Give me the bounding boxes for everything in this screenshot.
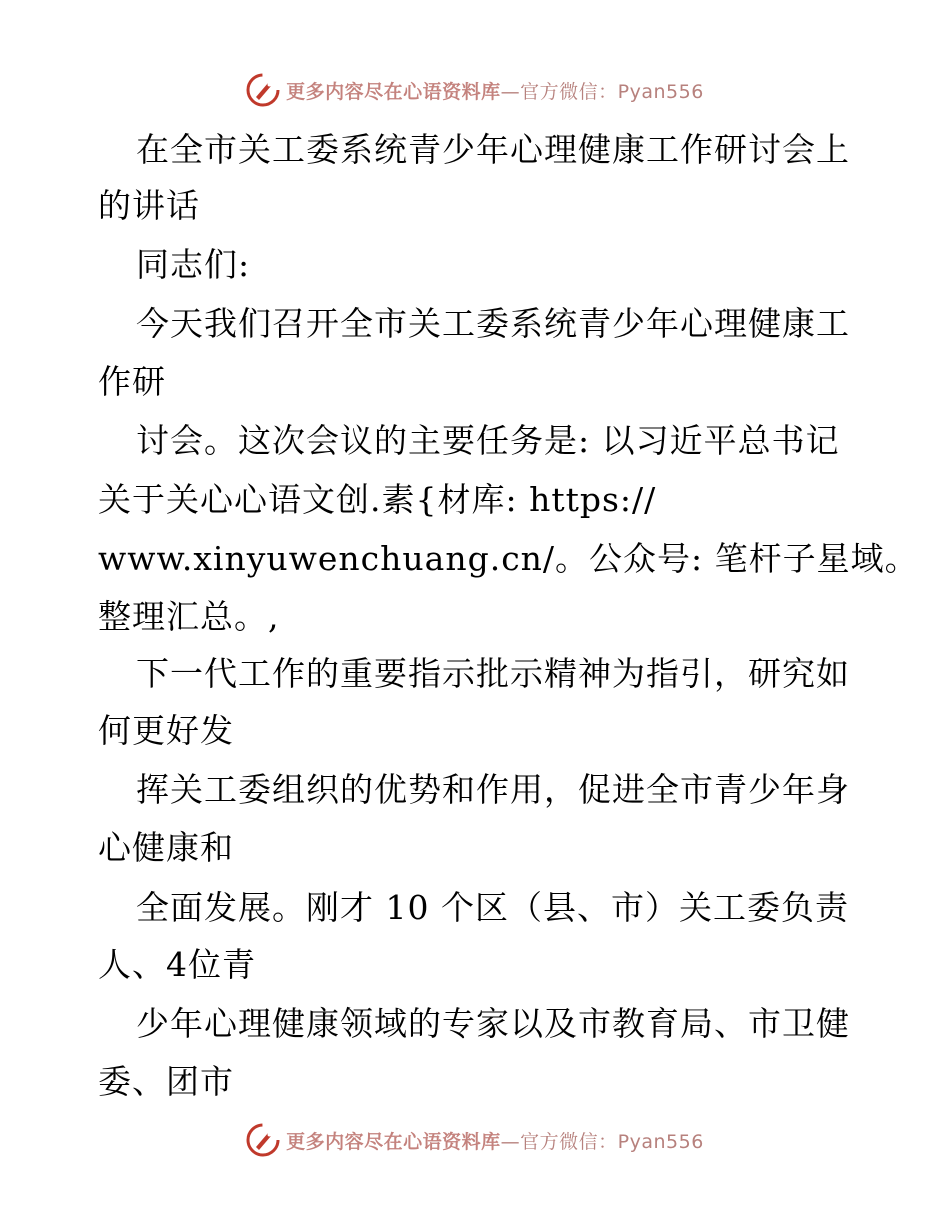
paragraph-line: 何更好发: [98, 711, 234, 750]
paragraph-line: 心健康和: [98, 828, 234, 867]
watermark-lead: 更多内容尽在心语资料库: [286, 80, 501, 103]
paragraph-line: 整理汇总。,: [98, 597, 280, 636]
watermark-dash: —: [500, 80, 521, 103]
paragraph-line: 少年心理健康领域的专家以及市教育局、市卫健: [136, 1004, 850, 1043]
paragraph-line: 关于关心心语文创.素{材库: https://: [98, 480, 657, 519]
watermark-dash: —: [500, 1130, 521, 1153]
watermark-text: [286, 77, 704, 104]
watermark-tail: 官方微信：Pyan556: [520, 1130, 704, 1153]
header-watermark: [0, 70, 950, 110]
paragraph-line: 作研: [98, 362, 166, 401]
watermark-text: [286, 1127, 704, 1154]
paragraph-line: 下一代工作的重要指示批示精神为指引，研究如: [136, 654, 850, 693]
paragraph-line: 今天我们召开全市关工委系统青少年心理健康工: [136, 304, 850, 343]
pen-nib-logo-icon: [246, 73, 280, 107]
footer-watermark: [0, 1120, 950, 1160]
doc-title-line-2: 的讲话: [98, 186, 200, 225]
paragraph-line: 委、团市: [98, 1062, 234, 1101]
paragraph-line: 讨会。这次会议的主要任务是: 以习近平总书记: [136, 421, 840, 460]
paragraph-line: 人、4位青: [98, 945, 256, 984]
watermark-lead: 更多内容尽在心语资料库: [286, 1130, 501, 1153]
paragraph-line: 挥关工委组织的优势和作用，促进全市青少年身: [136, 770, 850, 809]
watermark-tail: 官方微信：Pyan556: [520, 80, 704, 103]
paragraph-line: 全面发展。刚才 10 个区（县、市）关工委负责: [136, 888, 849, 927]
pen-nib-logo-icon: [246, 1123, 280, 1157]
doc-title-line-1: 在全市关工委系统青少年心理健康工作研讨会上: [136, 130, 850, 169]
salutation: 同志们:: [136, 245, 251, 284]
paragraph-line: www.xinyuwenchuang.cn/。公众号: 笔杆子星域。: [98, 539, 919, 578]
